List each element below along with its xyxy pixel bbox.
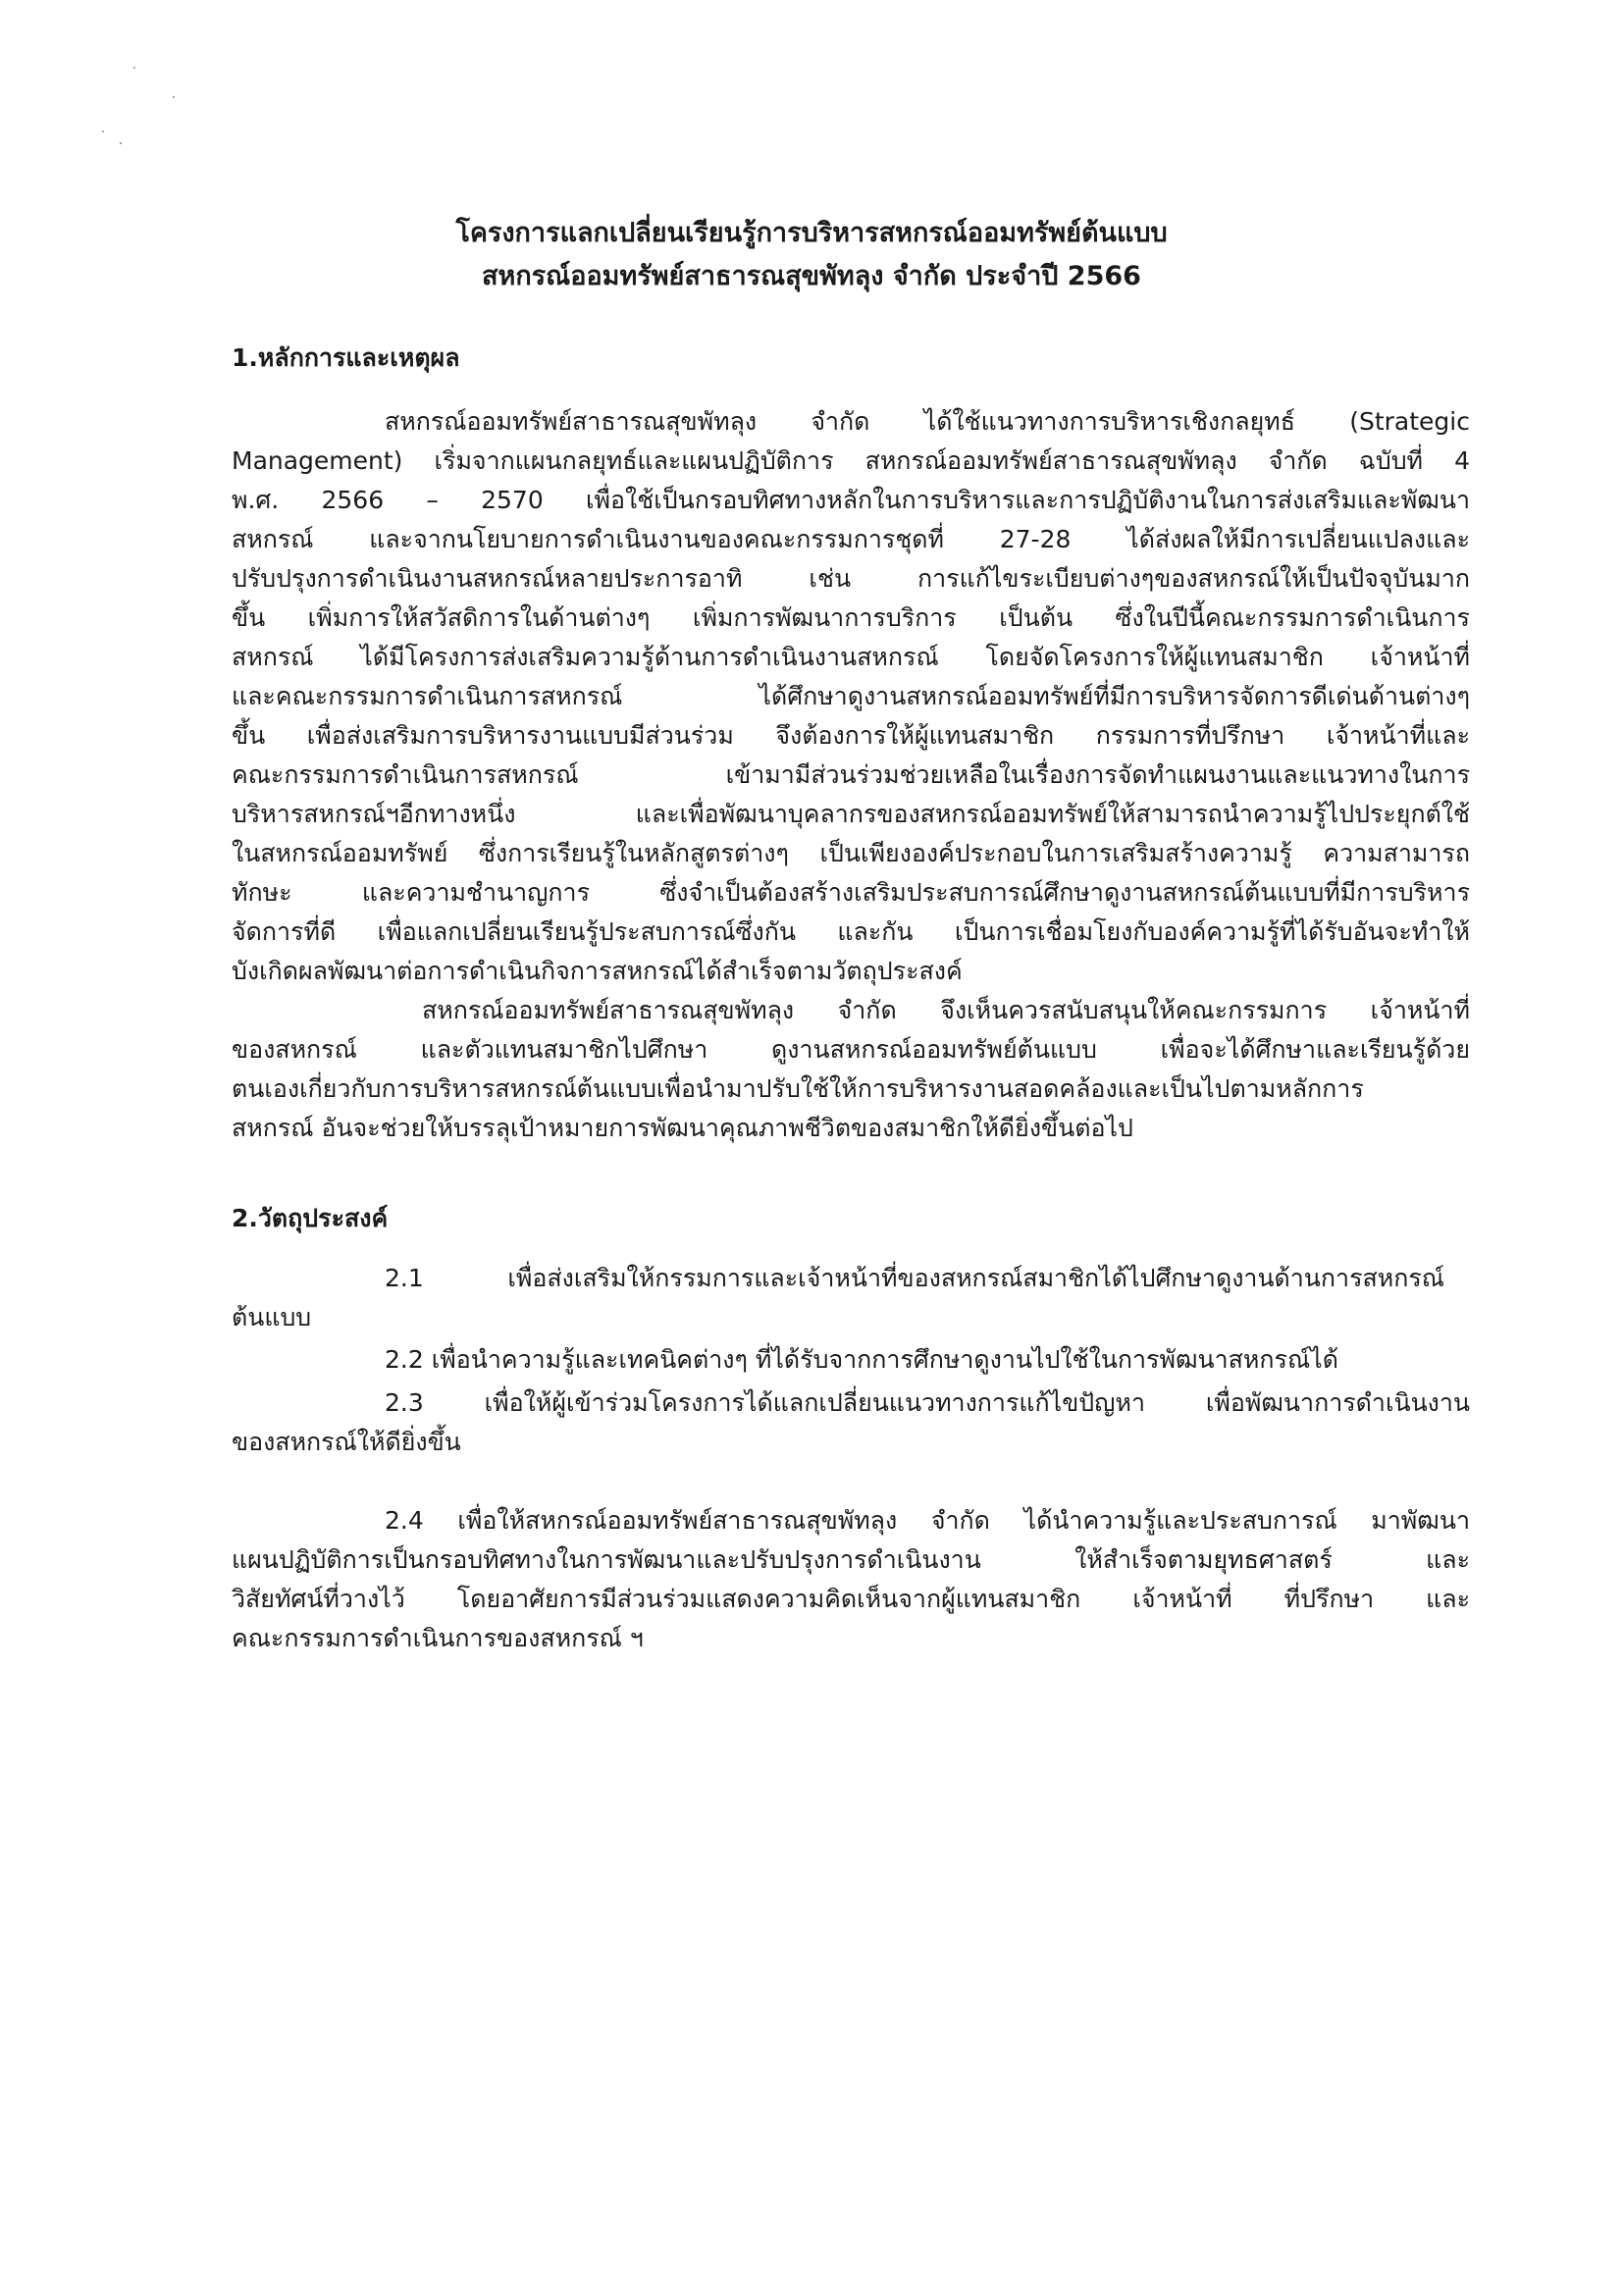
paragraph-line: สหกรณ์ออมทรัพย์สาธารณสุขพัทลุง จำกัด ได้ใช้แนวทางการบริหารเชิงกลยุทธ์ (Strategic bbox=[385, 407, 1470, 436]
paragraph-line: ในสหกรณ์ออมทรัพย์ ซึ่งการเรียนรู้ในหลักสูตรต่างๆ เป็นเพียงองค์ประกอบในการเสริมสร้างความรู้ ความสามารถ bbox=[232, 839, 1470, 867]
paragraph-line: สหกรณ์ ได้มีโครงการส่งเสริมความรู้ด้านการดำเนินงานสหกรณ์ โดยจัดโครงการให้ผู้แทนสมาชิก เจ้าหน้าที่ bbox=[232, 643, 1470, 671]
paragraph-line: จัดการที่ดี เพื่อแลกเปลี่ยนเรียนรู้ประสบการณ์ซึ่งกัน และกัน เป็นการเชื่อมโยงกับองค์ความรู้ที่ได้รับอันจะทำให้ bbox=[232, 917, 1470, 946]
paragraph-line: คณะกรรมการดำเนินการสหกรณ์ เข้ามามีส่วนร่วมช่วยเหลือในเรื่องการจัดทำแผนงานและแนวทางในการ bbox=[232, 760, 1470, 789]
paragraph-line: ตนเองเกี่ยวกับการบริหารสหกรณ์ต้นแบบเพื่อนำมาปรับใช้ให้การบริหารงานสอดคล้องและเป็นไปตามหลักการ bbox=[232, 1074, 1364, 1103]
paragraph-line: บังเกิดผลพัฒนาต่อการดำเนินกิจการสหกรณ์ได้สำเร็จตามวัตถุประสงค์ bbox=[232, 957, 963, 985]
objective-line: ของสหกรณ์ให้ดียิ่งขึ้น bbox=[232, 1428, 461, 1456]
objective-line: 2.4 เพื่อให้สหกรณ์ออมทรัพย์สาธารณสุขพัทลุง จำกัด ได้นำความรู้และประสบการณ์ มาพัฒนา bbox=[385, 1506, 1470, 1535]
paragraph-line: ปรับปรุงการดำเนินงานสหกรณ์หลายประการอาทิ เช่น การแก้ไขระเบียบต่างๆของสหกรณ์ให้เป็นปัจจุบันมาก bbox=[232, 564, 1470, 593]
paragraph-line: Management) เริ่มจากแผนกลยุทธ์และแผนปฏิบัติการ สหกรณ์ออมทรัพย์สาธารณสุขพัทลุง จำกัด ฉบับที่ 4 bbox=[232, 446, 1470, 475]
objective-line: แผนปฏิบัติการเป็นกรอบทิศทางในการพัฒนาและปรับปรุงการดำเนินงาน ให้สำเร็จตามยุทธศาสตร์ และ bbox=[232, 1545, 1470, 1574]
paragraph-line: สหกรณ์ อันจะช่วยให้บรรลุเป้าหมายการพัฒนาคุณภาพชีวิตของสมาชิกให้ดียิ่งขึ้นต่อไป bbox=[232, 1114, 1133, 1142]
paragraph-line: สหกรณ์ และจากนโยบายการดำเนินงานของคณะกรรมการชุดที่ 27-28 ได้ส่งผลให้มีการเปลี่ยนแปลงและ bbox=[232, 525, 1470, 553]
paragraph-line: บริหารสหกรณ์ฯอีกทางหนึ่ง และเพื่อพัฒนาบุคลากรของสหกรณ์ออมทรัพย์ให้สามารถนำความรู้ไปประยุกต์ใช้ bbox=[232, 800, 1470, 828]
paragraph-line: ขึ้น เพื่อส่งเสริมการบริหารงานแบบมีส่วนร่วม จึงต้องการให้ผู้แทนสมาชิก กรรมการที่ปรึกษา เจ้าหน้าที่และ bbox=[232, 721, 1470, 750]
document-title-line-2: สหกรณ์ออมทรัพย์สาธารณสุขพัทลุง จำกัด ประจำปี 2566 bbox=[482, 261, 1141, 291]
objective-line: 2.2 เพื่อนำความรู้และเทคนิคต่างๆ ที่ได้รับจากการศึกษาดูงานไปใช้ในการพัฒนาสหกรณ์ได้ bbox=[385, 1345, 1338, 1374]
section-2-heading: 2.วัตถุประสงค์ bbox=[232, 1204, 389, 1232]
paragraph-line: ทักษะ และความชำนาญการ ซึ่งจำเป็นต้องสร้างเสริมประสบการณ์ศึกษาดูงานสหกรณ์ต้นแบบที่มีการบริหาร bbox=[232, 878, 1470, 907]
objective-line: วิสัยทัศน์ที่วางไว้ โดยอาศัยการมีส่วนร่วมแสดงความคิดเห็นจากผู้แทนสมาชิก เจ้าหน้าที่ ที่ปรึกษา และ bbox=[232, 1585, 1470, 1613]
paragraph-line: ของสหกรณ์ และตัวแทนสมาชิกไปศึกษา ดูงานสหกรณ์ออมทรัพย์ต้นแบบ เพื่อจะได้ศึกษาและเรียนรู้ด้วย bbox=[232, 1035, 1470, 1064]
paragraph-line: พ.ศ. 2566 – 2570 เพื่อใช้เป็นกรอบทิศทางหลักในการบริหารและการปฏิบัติงานในการส่งเสริมและพัฒนา bbox=[232, 486, 1470, 514]
objective-line: 2.3 เพื่อให้ผู้เข้าร่วมโครงการได้แลกเปลี่ยนแนวทางการแก้ไขปัญหา เพื่อพัฒนาการดำเนินงาน bbox=[385, 1388, 1470, 1417]
section-1-heading: 1.หลักการและเหตุผล bbox=[232, 343, 460, 372]
paragraph-line: และคณะกรรมการดำเนินการสหกรณ์ ได้ศึกษาดูงานสหกรณ์ออมทรัพย์ที่มีการบริหารจัดการดีเด่นด้านต่างๆ bbox=[232, 682, 1470, 710]
objective-line: ต้นแบบ bbox=[232, 1303, 312, 1331]
objective-line: คณะกรรมการดำเนินการของสหกรณ์ ฯ bbox=[232, 1624, 644, 1652]
paragraph-line: สหกรณ์ออมทรัพย์สาธารณสุขพัทลุง จำกัด จึงเห็นควรสนับสนุนให้คณะกรรมการ เจ้าหน้าที่ bbox=[422, 996, 1470, 1024]
paragraph-line: ขึ้น เพิ่มการให้สวัสดิการในด้านต่างๆ เพิ่มการพัฒนาการบริการ เป็นต้น ซึ่งในปีนี้คณะกรรมการดำเนินการ bbox=[232, 603, 1470, 632]
document-title-line-1: โครงการแลกเปลี่ยนเรียนรู้การบริหารสหกรณ์ออมทรัพย์ต้นแบบ bbox=[455, 218, 1168, 248]
objective-line: 2.1 เพื่อส่งเสริมให้กรรมการและเจ้าหน้าที่ของสหกรณ์สมาชิกได้ไปศึกษาดูงานด้านการสหกรณ์ bbox=[385, 1264, 1444, 1292]
